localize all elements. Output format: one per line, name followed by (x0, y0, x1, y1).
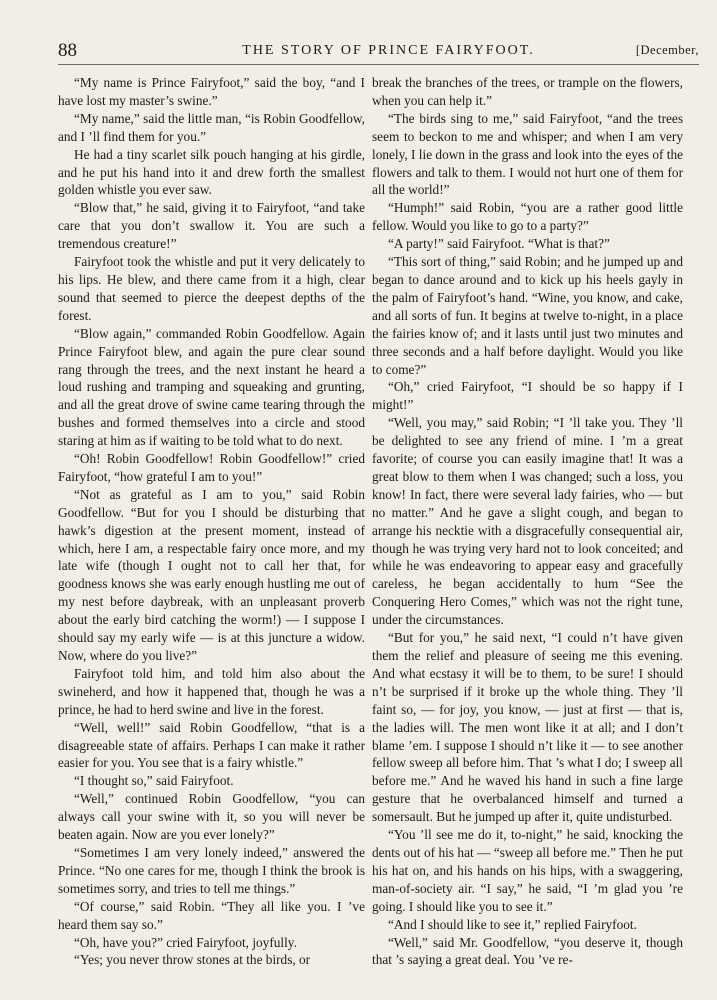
paragraph: “Oh,” cried Fairyfoot, “I should be so happy if I might!” (372, 379, 683, 413)
paragraph: He had a tiny scarlet silk pouch hanging at his girdle, and he put his hand into it and drew forth the smallest golden whistle you ever saw. (58, 146, 365, 198)
left-column (58, 74, 365, 990)
paragraph: “Humph!” said Robin, “you are a rather good little fellow. Would you like to go to a party?” (372, 200, 683, 234)
paragraph: “Oh! Robin Goodfellow! Robin Goodfellow!” cried Fairyfoot, “how grateful I am to you!” (58, 451, 365, 484)
paragraph: “Blow that,” he said, giving it to Fairyfoot, “and take care that you don’t swallow it. You are such a tremendous creature!” (58, 200, 365, 252)
paragraph: “Of course,” said Robin. “They all like you. I ’ve heard them say so.” (58, 898, 365, 932)
running-title: THE STORY OF PRINCE FAIRYFOOT. (242, 43, 535, 58)
page-number: 88 (58, 40, 77, 61)
paragraph: Fairyfoot told him, and told him also about the swineherd, and how it happened that, though he was a prince, he had to herd swine and live in the forest. (58, 665, 365, 717)
paragraph: “Blow again,” commanded Robin Goodfellow. Again Prince Fairyfoot blew, and again the pure clear sound rang through the trees, and the next instant he heard a loud rushing and tramping and squeaking and grunting, and all the great drove of swine came tearing through the bushes and formed themselves into a circle and stood staring at him as if waiting to be told what to do next. (58, 325, 365, 449)
paragraph: “A party!” said Fairyfoot. “What is that?” (388, 236, 610, 252)
paragraph: “But for you,” he said next, “I could n’t have given them the relief and pleasure of seeing me this evening. And what ecstasy it will be to them, to be sure! I should n’t be surprised if it broke up the whole thing. They ’ll faint so, — for joy, you know, — just at first — that is, the ladies will. The men wont like it at all; and I don’t blame ’em. I suppose I should n’t like it — to see another fellow sweep all before him. That ’s what I do; I sweep all before me.” And he waved his hand in such a fine large gesture that he overbalanced himself and turned a somersault. But he jumped up after it, quite undisturbed. (372, 630, 683, 825)
paragraph: “The birds sing to me,” said Fairyfoot, “and the trees seem to beckon to me and whisper; and when I am very lonely, I lie down in the grass and look into the eyes of the flowers and talk to them. I would not hurt one of them for all the world!” (372, 110, 683, 198)
paragraph: “Yes; you never throw stones at the birds, or (74, 952, 311, 968)
paragraph: “Sometimes I am very lonely indeed,” answered the Prince. “No one cares for me, though I think the brook is sometimes sorry, and tries to tell me things.” (58, 844, 365, 896)
paragraph: “Well, you may,” said Robin; “I ’ll take you. They ’ll be delighted to see any friend of mine. I ’m a great favorite; of course you can easily imagine that! It was a great blow to them when I was changed; such a loss, you know! In fact, there were several lady fairies, who — but no matter.” And he gave a slight cough, and began to arrange his necktie with a disgracefully consequential air, though he was trying very hard not to look conceited; and while he was endeavoring to appear easy and gracefully careless, he began accidentally to hum “See the Conquering Hero Comes,” which was not the right tune, under the circumstances. (372, 415, 683, 628)
header-month: [December, (635, 43, 699, 57)
paragraph: “Not as grateful as I am to you,” said Robin Goodfellow. “But for you I should be disturbing that hawk’s digestion at the present moment, instead of which, here I am, a respectable fairy once more, and my late wife (though I ought not to call her that, for goodness knows she was early enough hustling me out of my nest before daybreak, with an unpleasant proverb about the early bird catching the worm!) — I suppose I should say my early wife — is at this juncture a widow. Now, where do you live?” (58, 486, 365, 663)
paragraph: “Well, well!” said Robin Goodfellow, “that is a disagreeable state of affairs. Perhaps I can make it rather easier for you. You see that is a fairy whistle.” (58, 719, 365, 771)
right-column (372, 74, 683, 990)
page-header (58, 38, 699, 65)
paragraph: “This sort of thing,” said Robin; and he jumped up and began to dance around and to kick up his heels gayly in the palm of Fairyfoot’s hand. “Wine, you know, and cake, and all sorts of fun. It begins at twelve to-night, in a place the fairies know of; and it lasts until just two minutes and three seconds and a half before daylight. Would you like to come?” (372, 254, 683, 377)
paragraph: “My name,” said the little man, “is Robin Goodfellow, and I ’ll find them for you.” (58, 110, 365, 144)
paragraph: Fairyfoot took the whistle and put it very delicately to his lips. He blew, and there came from it a high, clear sound that seemed to pierce the deepest depths of the forest. (58, 254, 365, 323)
paragraph: “Oh, have you?” cried Fairyfoot, joyfully. (74, 934, 297, 950)
paragraph: “My name is Prince Fairyfoot,” said the boy, “and I have lost my master’s swine.” (58, 75, 365, 108)
paragraph: “You ’ll see me do it, to-night,” he said, knocking the dents out of his hat — “sweep all before me.” Then he put his hat on, and his hands on his hips, with a swaggering, man-of-society air. “I say,” he said, “I ’m glad you ’re going. I should like you to see it.” (372, 827, 683, 914)
paragraph-continuation: break the branches of the trees, or trample on the flowers, when you can help it.” (372, 75, 683, 108)
paragraph: “Well,” continued Robin Goodfellow, “you can always call your swine with it, so you will never be beaten again. Now are you ever lonely?” (58, 791, 365, 843)
paragraph: “Well,” said Mr. Goodfellow, “you deserve it, though that ’s saying a great deal. You ’ve re- (372, 934, 683, 968)
paragraph: “And I should like to see it,” replied Fairyfoot. (388, 916, 637, 932)
paragraph: “I thought so,” said Fairyfoot. (74, 773, 234, 789)
